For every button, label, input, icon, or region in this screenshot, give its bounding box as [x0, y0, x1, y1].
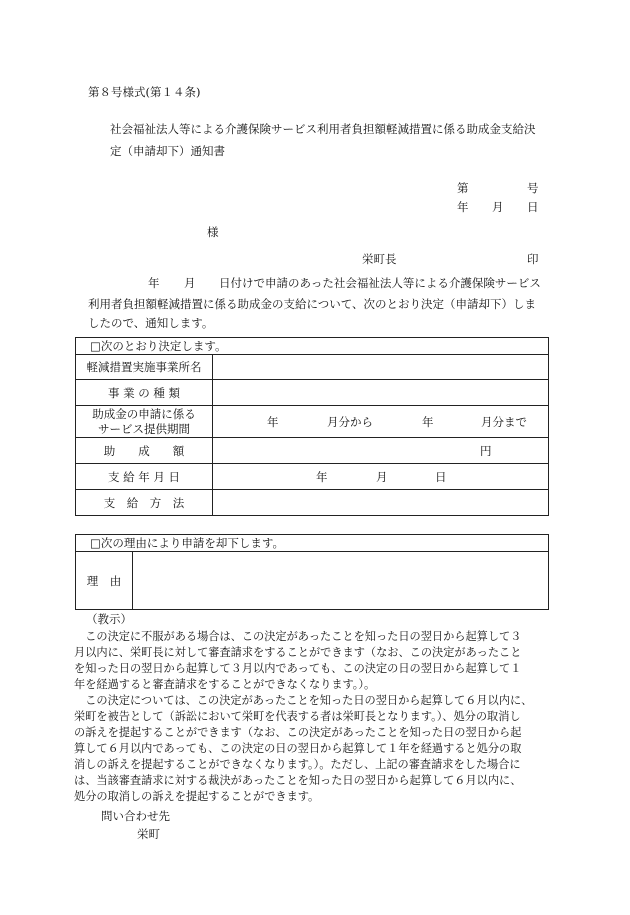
reason-value [133, 552, 549, 610]
service-period-label [76, 406, 213, 438]
intro-month: 月 [184, 276, 196, 290]
service-type-value [213, 380, 549, 406]
intro-line-1: 日付けで申請のあった社会福祉法人等による介護保険サービス [219, 276, 541, 290]
office-label: 軽減措置実施事業所名 [76, 355, 213, 380]
pay-year: 年 [316, 470, 328, 484]
notice-line: 算して６月以内であっても、この決定の日の翌日から起算して１年を経過すると処分の取 [74, 742, 522, 755]
rejection-table [75, 534, 549, 610]
notice-line: の訴えを提起することができます（なお、この決定があったことを知った日の翌日から起 [74, 726, 522, 739]
notice-line: を知った日の翌日から起算して３月以内であっても、この決定の日の翌日から起算して１ [74, 662, 522, 675]
decision-table [75, 337, 549, 516]
notice-line: 処分の取消しの訴えを提起することができます。 [74, 790, 320, 803]
service-type-label: 事 業 の 種 類 [76, 380, 213, 406]
method-value [213, 490, 549, 516]
service-period-label-1: 助成金の申請に係る [92, 406, 196, 421]
doc-date-year: 年 [457, 200, 469, 214]
amount-value [213, 438, 549, 464]
reject-header: □次の理由により申請を却下します。 [76, 535, 549, 552]
form-number: 第８号様式(第１４条) [88, 85, 201, 99]
addressee: 様 [207, 225, 219, 239]
notice-line: 月以内に、栄町長に対して審査請求をすることができます（なお、この決定があったこと [74, 646, 522, 659]
pay-date-value [213, 464, 549, 490]
notice-line: 消しの訴えを提起することができなくなります。）。ただし、上記の審査請求をした場合に [74, 758, 521, 771]
intro-year: 年 [148, 276, 160, 290]
period-to-year: 年 [422, 415, 434, 429]
amount-label: 助 成 額 [76, 438, 213, 464]
pay-day: 日 [435, 470, 447, 484]
office-value [213, 355, 549, 380]
notice-line: 栄町を被告として（訴訟において栄町を代表する者は栄町長となります。）、処分の取消し [74, 710, 521, 723]
doc-date-day: 日 [527, 200, 539, 214]
doc-number-dai: 第 [457, 181, 469, 195]
doc-date-month: 月 [492, 200, 504, 214]
method-label: 支 給 方 法 [76, 490, 213, 516]
period-from-year: 年 [267, 415, 279, 429]
notice-line: は、当該審査請求に対する裁決があったことを知った日の翌日から起算して６月以内に、 [74, 774, 522, 787]
title-line-2: 定（申請却下）通知書 [110, 144, 225, 158]
decision-header: □次のとおり決定します。 [76, 338, 549, 355]
period-from: 月分から [327, 415, 373, 429]
service-period-value [213, 406, 549, 438]
title-line-1: 社会福祉法人等による介護保険サービス利用者負担額軽減措置に係る助成金支給決 [110, 122, 536, 136]
amount-unit: 円 [480, 444, 492, 458]
notice-line: この決定に不服がある場合は、この決定があったことを知った日の翌日から起算して３ [74, 630, 522, 643]
issuer: 栄町長 [362, 252, 397, 266]
pay-date-label: 支 給 年 月 日 [76, 464, 213, 490]
service-period-label-2: サービス提供期間 [98, 421, 190, 436]
notice-title: （教示） [86, 612, 132, 626]
notice-line: この決定については、この決定があったことを知った日の翌日から起算して６月以内に、 [74, 694, 533, 707]
intro-line-3: したので、通知します。 [88, 316, 214, 330]
reason-label: 理 由 [76, 552, 133, 610]
doc-number-go: 号 [527, 181, 539, 195]
period-to: 月分まで [481, 415, 527, 429]
notice-line: 年を経過すると審査請求をすることができなくなります。）。 [74, 678, 376, 691]
contact-label: 問い合わせ先 [101, 809, 170, 823]
seal-mark: 印 [527, 252, 539, 266]
intro-line-2: 利用者負担額軽減措置に係る助成金の支給について、次のとおり決定（申請却下）しま [88, 297, 537, 311]
notice-body [74, 629, 550, 805]
pay-month: 月 [376, 470, 388, 484]
contact-name: 栄町 [137, 827, 160, 841]
